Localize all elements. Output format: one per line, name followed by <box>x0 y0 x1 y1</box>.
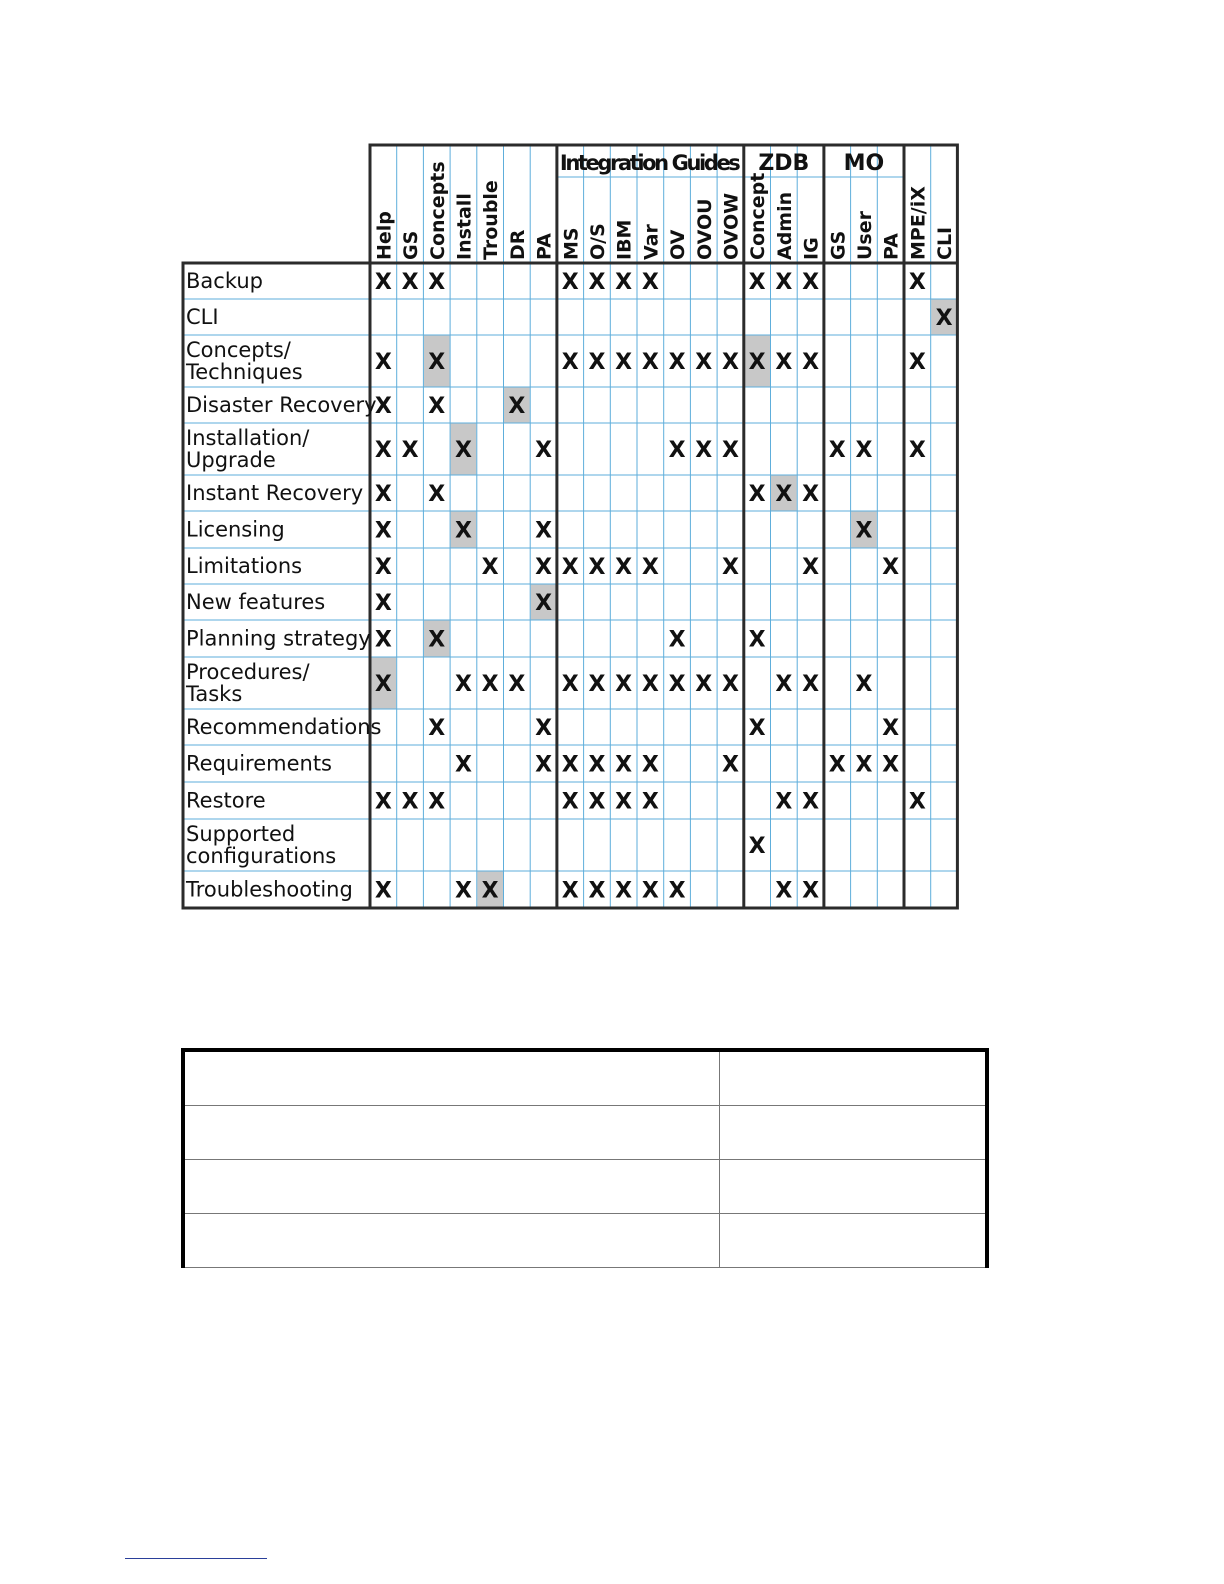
cell-mark: X <box>641 350 659 375</box>
cell-mark: X <box>454 672 472 697</box>
row-label: Troubleshooting <box>186 877 353 902</box>
cell-mark: X <box>374 789 392 815</box>
cell-mark: X <box>935 306 953 331</box>
cell-mark: X <box>721 752 739 778</box>
cell-mark: X <box>428 627 446 653</box>
cell-mark: X <box>535 716 553 741</box>
table-cell-value <box>720 1214 988 1268</box>
cell-mark: X <box>721 350 739 375</box>
row-label: Tasks <box>186 682 243 706</box>
cell-mark: X <box>401 789 419 815</box>
column-header: User <box>853 211 876 260</box>
cell-mark: X <box>481 672 499 697</box>
cell-mark: X <box>802 555 820 580</box>
cell-mark: X <box>561 878 579 904</box>
cell-mark: X <box>615 555 633 580</box>
row-label: Licensing <box>186 517 285 542</box>
column-header: IBM <box>613 219 636 260</box>
row-label: Limitations <box>186 554 303 578</box>
column-header: PA <box>533 233 556 260</box>
cell-mark: X <box>855 672 873 697</box>
cell-mark: X <box>802 878 820 904</box>
cell-mark: X <box>641 555 659 580</box>
row-label: Backup <box>186 269 263 293</box>
cell-mark: X <box>454 878 472 904</box>
cell-mark: X <box>374 672 392 697</box>
cell-mark: X <box>802 270 820 295</box>
cell-mark: X <box>775 789 793 815</box>
table-cell-description <box>183 1106 720 1160</box>
cell-mark: X <box>428 394 446 419</box>
column-header: DR <box>506 229 529 260</box>
cell-mark: X <box>908 789 926 815</box>
cell-mark: X <box>401 270 419 295</box>
cell-mark: X <box>428 716 446 741</box>
cell-mark: X <box>641 672 659 697</box>
cell-mark: X <box>615 350 633 375</box>
row-label: Procedures/ <box>186 660 310 684</box>
row-label: Installation/ <box>186 426 310 450</box>
table-cell-value <box>720 1050 988 1106</box>
cell-mark: X <box>668 438 686 463</box>
cell-mark: X <box>641 752 659 778</box>
row-label: Supported <box>186 822 296 846</box>
table-cell-value <box>720 1106 988 1160</box>
cell-mark: X <box>454 438 472 463</box>
cell-mark: X <box>721 438 739 463</box>
cell-mark: X <box>855 438 873 463</box>
cell-mark: X <box>535 591 553 616</box>
column-header: O/S <box>586 223 609 260</box>
cell-mark: X <box>374 350 392 375</box>
cell-mark: X <box>374 270 392 295</box>
cell-mark: X <box>374 627 392 653</box>
cell-mark: X <box>428 270 446 295</box>
column-header: Help <box>373 211 396 260</box>
cell-mark: X <box>615 672 633 697</box>
column-header: Concepts <box>426 161 449 260</box>
footnote-separator <box>125 1558 267 1559</box>
cell-mark: X <box>374 555 392 580</box>
cell-mark: X <box>748 270 766 295</box>
column-header: PA <box>880 233 903 260</box>
table-cell-description <box>183 1214 720 1268</box>
cell-mark: X <box>908 350 926 375</box>
cell-mark: X <box>374 438 392 463</box>
cell-mark: X <box>374 482 392 507</box>
cell-mark: X <box>695 438 713 463</box>
table-cell-value <box>720 1160 988 1214</box>
cell-mark: X <box>535 555 553 580</box>
cell-mark: X <box>588 752 606 778</box>
cell-mark: X <box>668 627 686 653</box>
cell-mark: X <box>481 555 499 580</box>
cell-mark: X <box>775 270 793 295</box>
cell-mark: X <box>802 789 820 815</box>
cell-mark: X <box>535 752 553 778</box>
row-label: configurations <box>186 844 337 868</box>
cell-mark: X <box>855 518 873 544</box>
column-group-title: Integration Guides <box>559 151 741 175</box>
column-header: OVOW <box>720 192 743 260</box>
cell-mark: X <box>802 350 820 375</box>
cell-mark: X <box>802 672 820 697</box>
column-header: Concept <box>747 172 770 260</box>
cell-mark: X <box>588 672 606 697</box>
cell-mark: X <box>508 672 526 697</box>
table-row <box>183 1106 987 1160</box>
cell-mark: X <box>454 752 472 778</box>
cell-mark: X <box>535 438 553 463</box>
column-header: MPE/iX <box>907 186 930 260</box>
cell-mark: X <box>775 482 793 507</box>
cell-mark: X <box>588 350 606 375</box>
cell-mark: X <box>748 834 766 859</box>
cell-mark: X <box>401 438 419 463</box>
cell-mark: X <box>561 789 579 815</box>
cell-mark: X <box>908 270 926 295</box>
column-header: CLI <box>934 226 957 260</box>
column-header: Install <box>453 193 476 260</box>
row-label: Disaster Recovery <box>186 393 377 417</box>
cell-mark: X <box>828 752 846 778</box>
cell-mark: X <box>428 789 446 815</box>
cell-mark: X <box>775 350 793 375</box>
cell-mark: X <box>775 672 793 697</box>
cell-mark: X <box>668 878 686 904</box>
document-version-table <box>181 1048 989 1268</box>
column-header: Admin <box>773 191 796 260</box>
column-header: MS <box>560 227 583 260</box>
cell-mark: X <box>374 518 392 544</box>
cell-mark: X <box>454 518 472 544</box>
cell-mark: X <box>828 438 846 463</box>
row-label: Restore <box>186 788 266 813</box>
row-label: Planning strategy <box>186 626 371 651</box>
column-header: IG <box>800 237 823 260</box>
column-header: OVOU <box>693 198 716 260</box>
cell-mark: X <box>588 789 606 815</box>
cell-mark: X <box>775 878 793 904</box>
cell-mark: X <box>588 270 606 295</box>
row-label: Requirements <box>186 751 332 776</box>
cell-mark: X <box>748 716 766 741</box>
row-label: Concepts/ <box>186 338 291 362</box>
cell-mark: X <box>561 672 579 697</box>
row-label: Upgrade <box>186 448 276 472</box>
row-label: New features <box>186 590 326 614</box>
cell-mark: X <box>641 789 659 815</box>
cell-mark: X <box>695 350 713 375</box>
cell-mark: X <box>908 438 926 463</box>
column-group-title: MO <box>843 151 885 176</box>
cell-mark: X <box>748 627 766 653</box>
cell-mark: X <box>882 752 900 778</box>
cell-mark: X <box>428 350 446 375</box>
column-header: GS <box>400 230 423 260</box>
cell-mark: X <box>721 672 739 697</box>
table-cell-description <box>183 1160 720 1214</box>
row-label: CLI <box>186 305 219 329</box>
cell-mark: X <box>481 878 499 904</box>
cell-mark: X <box>802 482 820 507</box>
cell-mark: X <box>641 270 659 295</box>
cell-mark: X <box>588 555 606 580</box>
cell-mark: X <box>561 350 579 375</box>
cell-mark: X <box>374 394 392 419</box>
cell-mark: X <box>721 555 739 580</box>
row-label: Techniques <box>186 360 303 384</box>
cell-mark: X <box>748 350 766 375</box>
cell-mark: X <box>588 878 606 904</box>
cell-mark: X <box>668 672 686 697</box>
cell-mark: X <box>748 482 766 507</box>
cell-mark: X <box>668 350 686 375</box>
cell-mark: X <box>561 270 579 295</box>
cell-mark: X <box>615 789 633 815</box>
cell-mark: X <box>535 518 553 544</box>
column-header: Var <box>640 224 663 260</box>
cell-mark: X <box>882 716 900 741</box>
row-label: Recommendations <box>186 715 382 739</box>
table-row <box>183 1160 987 1214</box>
cell-mark: X <box>615 878 633 904</box>
column-header: GS <box>827 230 850 260</box>
cell-mark: X <box>615 752 633 778</box>
row-label: Instant Recovery <box>186 481 364 505</box>
cell-mark: X <box>855 752 873 778</box>
table-row <box>183 1214 987 1268</box>
cell-mark: X <box>641 878 659 904</box>
cell-mark: X <box>374 591 392 616</box>
cell-mark: X <box>615 270 633 295</box>
cell-mark: X <box>695 672 713 697</box>
column-group-title: ZDB <box>758 151 810 176</box>
column-header: Trouble <box>480 180 503 260</box>
table-cell-description <box>183 1050 720 1106</box>
table-row <box>183 1050 987 1106</box>
cell-mark: X <box>882 555 900 580</box>
cell-mark: X <box>428 482 446 507</box>
column-header: OV <box>667 229 690 260</box>
cell-mark: X <box>561 752 579 778</box>
cell-mark: X <box>508 394 526 419</box>
cell-mark: X <box>374 878 392 904</box>
cell-mark: X <box>561 555 579 580</box>
